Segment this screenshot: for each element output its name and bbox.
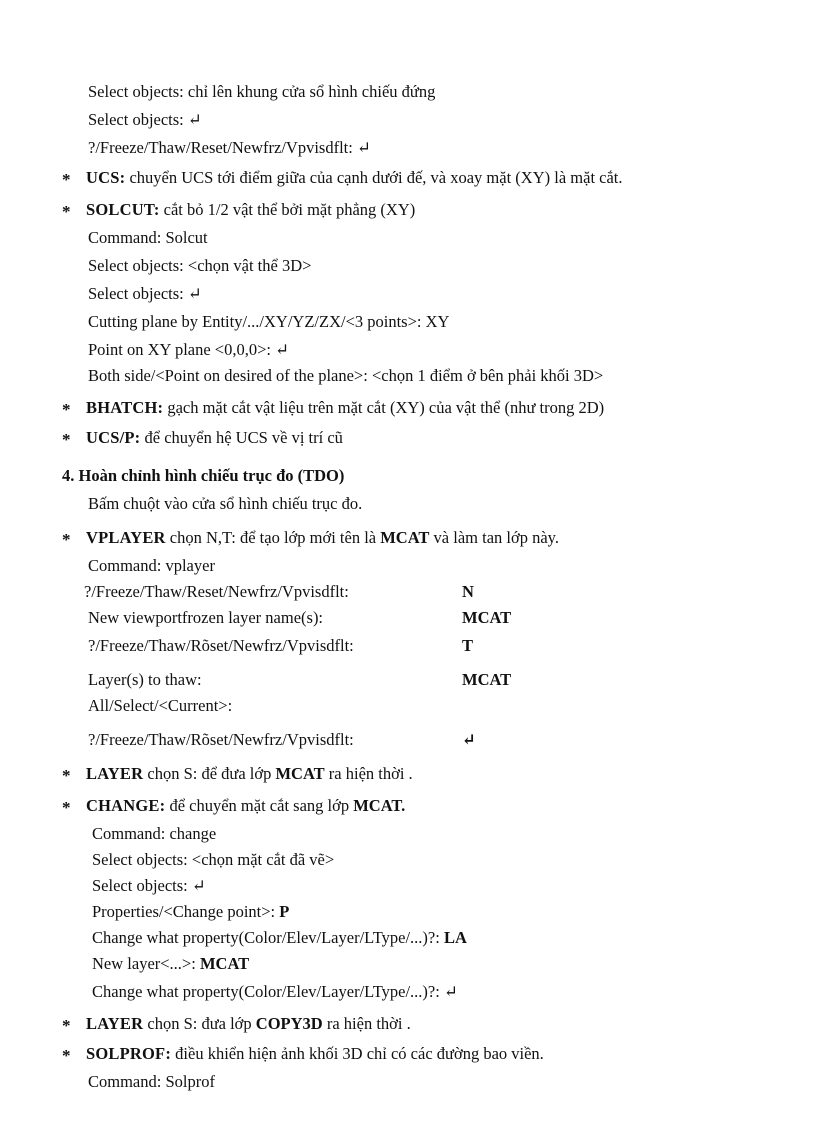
bullet-marker: * xyxy=(62,1046,71,1065)
text-line: Select objects: <chọn mặt cắt đã vẽ> xyxy=(92,850,335,869)
command-keyword: SOLPROF: xyxy=(86,1044,172,1063)
text-line-solcut xyxy=(86,200,415,220)
text-line-layer2 xyxy=(86,1014,411,1034)
prompt-text: New viewportfrozen layer name(s): xyxy=(88,608,324,627)
bullet-marker: * xyxy=(62,1016,71,1035)
description-text: điều khiển hiện ảnh khối 3D chỉ có các đường bao viền. xyxy=(171,1044,544,1063)
text-line: Both side/<Point on desired of the plane>: <chọn 1 điểm ở bên phải khối 3D> xyxy=(88,366,604,385)
command-keyword: CHANGE: xyxy=(86,796,166,815)
bullet-marker: * xyxy=(62,400,71,419)
text-line: Command: vplayer xyxy=(88,556,215,575)
text-line: ?/Freeze/Thaw/Reset/Newfrz/Vpvisdflt: ↵ xyxy=(88,138,371,157)
bullet-marker: * xyxy=(62,798,71,817)
section-heading: 4. Hoàn chỉnh hình chiếu trục đo (TDO) xyxy=(62,466,345,485)
prompt-response: MCAT xyxy=(199,954,250,973)
text-line: Select objects: ↵ xyxy=(88,284,202,303)
prompt-response: MCAT xyxy=(462,670,512,689)
description-text: cắt bỏ 1/2 vật thể bởi mặt phẳng (XY) xyxy=(159,200,416,219)
description-text: để chuyển hệ UCS về vị trí cũ xyxy=(140,428,343,447)
description-text: gạch mặt cắt vật liệu trên mặt cắt (XY) của vật thể (như trong 2D) xyxy=(163,398,605,417)
text-line: Change what property(Color/Elev/Layer/LType/...)?: ↵ xyxy=(92,982,458,1001)
text-line: Select objects: ↵ xyxy=(92,876,206,895)
text-line-ucs xyxy=(86,168,623,188)
command-keyword: LAYER xyxy=(86,764,144,783)
text-line: Cutting plane by Entity/.../XY/YZ/ZX/<3 points>: XY xyxy=(88,312,450,331)
prompt-text: Properties/<Change point>: xyxy=(92,902,280,921)
text-line: All/Select/<Current>: xyxy=(88,696,233,715)
command-keyword: LAYER xyxy=(86,1014,144,1033)
bullet-marker: * xyxy=(62,530,71,549)
prompt-response: N xyxy=(462,582,474,601)
layer-name: MCAT xyxy=(380,528,430,547)
description-text: chọn S: để đưa lớp xyxy=(143,764,276,783)
text-line: Command: Solprof xyxy=(88,1072,215,1091)
prompt-response: MCAT xyxy=(462,608,512,627)
bullet-marker: * xyxy=(62,766,71,785)
prompt-text: Change what property(Color/Elev/Layer/LType/...)?: xyxy=(92,928,444,947)
text-line: Select objects: ↵ xyxy=(88,110,202,129)
prompt-response: P xyxy=(279,902,290,921)
command-keyword: UCS: xyxy=(86,168,126,187)
prompt-text: Layer(s) to thaw: xyxy=(88,670,202,689)
command-keyword: VPLAYER xyxy=(86,528,166,547)
description-text: chuyển UCS tới điểm giữa của cạnh dưới đế, và xoay mặt (XY) là mặt cắt. xyxy=(125,168,623,187)
text-line-change xyxy=(86,796,405,816)
text-line xyxy=(92,954,249,974)
command-keyword: UCS/P: xyxy=(86,428,141,447)
text-line-solprof xyxy=(86,1044,544,1064)
prompt-text: ?/Freeze/Thaw/Rõset/Newfrz/Vpvisdflt: xyxy=(88,730,354,749)
text-line: Command: change xyxy=(92,824,217,843)
prompt-text: ?/Freeze/Thaw/Reset/Newfrz/Vpvisdflt: xyxy=(84,582,349,601)
text-line: Command: Solcut xyxy=(88,228,208,247)
description-text: để chuyển mặt cắt sang lớp xyxy=(165,796,354,815)
description-text: và làm tan lớp này. xyxy=(429,528,559,547)
prompt-text: New layer<...>: xyxy=(92,954,200,973)
prompt-response: LA xyxy=(443,928,467,947)
text-line xyxy=(92,902,289,922)
command-keyword: BHATCH: xyxy=(86,398,164,417)
text-line-vplayer xyxy=(86,528,559,548)
text-line-layer xyxy=(86,764,413,784)
layer-name: COPY3D xyxy=(255,1014,323,1033)
bullet-marker: * xyxy=(62,170,71,189)
text-line: Select objects: chỉ lên khung cửa sổ hình chiếu đứng xyxy=(88,82,436,101)
bullet-marker: * xyxy=(62,430,71,449)
layer-name: MCAT xyxy=(275,764,325,783)
command-keyword: SOLCUT: xyxy=(86,200,160,219)
description-text: chọn N,T: để tạo lớp mới tên là xyxy=(165,528,381,547)
layer-name: MCAT. xyxy=(353,796,406,815)
text-line xyxy=(92,928,467,948)
text-line-bhatch xyxy=(86,398,604,418)
bullet-marker: * xyxy=(62,202,71,221)
text-line: Bấm chuột vào cửa sổ hình chiếu trục đo. xyxy=(88,494,363,513)
description-text: ra hiện thời . xyxy=(322,1014,411,1033)
prompt-response: ↵ xyxy=(462,730,476,749)
text-line-ucsp xyxy=(86,428,343,448)
prompt-text: ?/Freeze/Thaw/Rõset/Newfrz/Vpvisdflt: xyxy=(88,636,354,655)
description-text: ra hiện thời . xyxy=(324,764,413,783)
text-line: Select objects: <chọn vật thể 3D> xyxy=(88,256,312,275)
description-text: chọn S: đưa lớp xyxy=(143,1014,256,1033)
text-line: Point on XY plane <0,0,0>: ↵ xyxy=(88,340,289,359)
prompt-response: T xyxy=(462,636,474,655)
